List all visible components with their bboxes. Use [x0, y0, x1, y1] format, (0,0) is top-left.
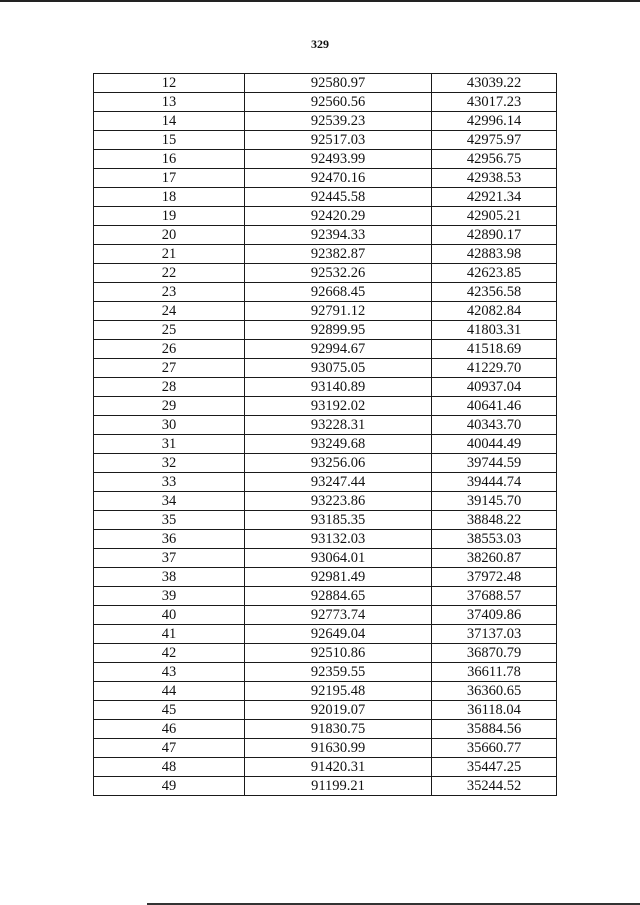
y-coordinate-cell: 42356.58 [432, 283, 557, 302]
table-row [94, 321, 557, 340]
table-row [94, 663, 557, 682]
table-row [94, 720, 557, 739]
x-coordinate-cell: 92773.74 [245, 606, 432, 625]
x-coordinate-cell: 92539.23 [245, 112, 432, 131]
point-number-cell: 39 [94, 587, 245, 606]
point-number-cell: 21 [94, 245, 245, 264]
x-coordinate-cell: 93192.02 [245, 397, 432, 416]
y-coordinate-cell: 42956.75 [432, 150, 557, 169]
x-coordinate-cell: 93132.03 [245, 530, 432, 549]
y-coordinate-cell: 39145.70 [432, 492, 557, 511]
point-number-cell: 41 [94, 625, 245, 644]
x-coordinate-cell: 93075.05 [245, 359, 432, 378]
x-coordinate-cell: 92517.03 [245, 131, 432, 150]
y-coordinate-cell: 35884.56 [432, 720, 557, 739]
y-coordinate-cell: 40343.70 [432, 416, 557, 435]
x-coordinate-cell: 91420.31 [245, 758, 432, 777]
x-coordinate-cell: 92470.16 [245, 169, 432, 188]
point-number-cell: 34 [94, 492, 245, 511]
x-coordinate-cell: 92532.26 [245, 264, 432, 283]
y-coordinate-cell: 38848.22 [432, 511, 557, 530]
x-coordinate-cell: 92382.87 [245, 245, 432, 264]
coordinates-table [93, 73, 557, 796]
x-coordinate-cell: 92510.86 [245, 644, 432, 663]
table-row [94, 511, 557, 530]
point-number-cell: 38 [94, 568, 245, 587]
point-number-cell: 49 [94, 777, 245, 796]
table-row [94, 549, 557, 568]
y-coordinate-cell: 40044.49 [432, 435, 557, 454]
y-coordinate-cell: 41229.70 [432, 359, 557, 378]
x-coordinate-cell: 92899.95 [245, 321, 432, 340]
table-row [94, 701, 557, 720]
x-coordinate-cell: 92445.58 [245, 188, 432, 207]
y-coordinate-cell: 40937.04 [432, 378, 557, 397]
y-coordinate-cell: 39744.59 [432, 454, 557, 473]
table-row [94, 302, 557, 321]
table-row [94, 587, 557, 606]
table-row [94, 397, 557, 416]
table-row [94, 74, 557, 93]
table-row [94, 169, 557, 188]
y-coordinate-cell: 37409.86 [432, 606, 557, 625]
y-coordinate-cell: 36870.79 [432, 644, 557, 663]
y-coordinate-cell: 36118.04 [432, 701, 557, 720]
point-number-cell: 27 [94, 359, 245, 378]
point-number-cell: 15 [94, 131, 245, 150]
table-row [94, 378, 557, 397]
y-coordinate-cell: 37688.57 [432, 587, 557, 606]
point-number-cell: 17 [94, 169, 245, 188]
y-coordinate-cell: 35660.77 [432, 739, 557, 758]
x-coordinate-cell: 92994.67 [245, 340, 432, 359]
table-row [94, 283, 557, 302]
x-coordinate-cell: 92791.12 [245, 302, 432, 321]
table-row [94, 625, 557, 644]
table-row [94, 188, 557, 207]
y-coordinate-cell: 35244.52 [432, 777, 557, 796]
x-coordinate-cell: 93256.06 [245, 454, 432, 473]
x-coordinate-cell: 91830.75 [245, 720, 432, 739]
page-number: 329 [311, 37, 329, 51]
table-row [94, 454, 557, 473]
coordinates-table-body [94, 74, 557, 796]
y-coordinate-cell: 37137.03 [432, 625, 557, 644]
table-row [94, 359, 557, 378]
table-row [94, 131, 557, 150]
point-number-cell: 44 [94, 682, 245, 701]
x-coordinate-cell: 91630.99 [245, 739, 432, 758]
y-coordinate-cell: 42883.98 [432, 245, 557, 264]
x-coordinate-cell: 92359.55 [245, 663, 432, 682]
x-coordinate-cell: 93185.35 [245, 511, 432, 530]
point-number-cell: 29 [94, 397, 245, 416]
table-row [94, 226, 557, 245]
point-number-cell: 14 [94, 112, 245, 131]
x-coordinate-cell: 93064.01 [245, 549, 432, 568]
point-number-cell: 47 [94, 739, 245, 758]
x-coordinate-cell: 93247.44 [245, 473, 432, 492]
point-number-cell: 48 [94, 758, 245, 777]
point-number-cell: 43 [94, 663, 245, 682]
point-number-cell: 24 [94, 302, 245, 321]
point-number-cell: 36 [94, 530, 245, 549]
table-row [94, 644, 557, 663]
y-coordinate-cell: 38553.03 [432, 530, 557, 549]
top-rule [0, 0, 640, 2]
y-coordinate-cell: 42623.85 [432, 264, 557, 283]
point-number-cell: 19 [94, 207, 245, 226]
table-row [94, 739, 557, 758]
point-number-cell: 26 [94, 340, 245, 359]
x-coordinate-cell: 92981.49 [245, 568, 432, 587]
point-number-cell: 13 [94, 93, 245, 112]
y-coordinate-cell: 35447.25 [432, 758, 557, 777]
x-coordinate-cell: 93140.89 [245, 378, 432, 397]
x-coordinate-cell: 92195.48 [245, 682, 432, 701]
table-row [94, 207, 557, 226]
y-coordinate-cell: 42082.84 [432, 302, 557, 321]
point-number-cell: 35 [94, 511, 245, 530]
point-number-cell: 22 [94, 264, 245, 283]
table-row [94, 758, 557, 777]
point-number-cell: 12 [94, 74, 245, 93]
x-coordinate-cell: 92580.97 [245, 74, 432, 93]
y-coordinate-cell: 37972.48 [432, 568, 557, 587]
table-row [94, 264, 557, 283]
x-coordinate-cell: 92394.33 [245, 226, 432, 245]
point-number-cell: 45 [94, 701, 245, 720]
y-coordinate-cell: 39444.74 [432, 473, 557, 492]
x-coordinate-cell: 91199.21 [245, 777, 432, 796]
table-row [94, 112, 557, 131]
point-number-cell: 42 [94, 644, 245, 663]
point-number-cell: 23 [94, 283, 245, 302]
table-row [94, 416, 557, 435]
table-row [94, 682, 557, 701]
point-number-cell: 46 [94, 720, 245, 739]
y-coordinate-cell: 43039.22 [432, 74, 557, 93]
table-row [94, 435, 557, 454]
table-row [94, 340, 557, 359]
table-row [94, 568, 557, 587]
x-coordinate-cell: 92019.07 [245, 701, 432, 720]
point-number-cell: 33 [94, 473, 245, 492]
y-coordinate-cell: 42890.17 [432, 226, 557, 245]
table-row [94, 473, 557, 492]
x-coordinate-cell: 93249.68 [245, 435, 432, 454]
point-number-cell: 31 [94, 435, 245, 454]
x-coordinate-cell: 92493.99 [245, 150, 432, 169]
point-number-cell: 18 [94, 188, 245, 207]
x-coordinate-cell: 92668.45 [245, 283, 432, 302]
y-coordinate-cell: 40641.46 [432, 397, 557, 416]
point-number-cell: 16 [94, 150, 245, 169]
x-coordinate-cell: 93223.86 [245, 492, 432, 511]
table-row [94, 530, 557, 549]
table-row [94, 606, 557, 625]
y-coordinate-cell: 42996.14 [432, 112, 557, 131]
x-coordinate-cell: 92420.29 [245, 207, 432, 226]
x-coordinate-cell: 92649.04 [245, 625, 432, 644]
point-number-cell: 40 [94, 606, 245, 625]
x-coordinate-cell: 93228.31 [245, 416, 432, 435]
table-row [94, 492, 557, 511]
point-number-cell: 28 [94, 378, 245, 397]
x-coordinate-cell: 92884.65 [245, 587, 432, 606]
point-number-cell: 30 [94, 416, 245, 435]
y-coordinate-cell: 41518.69 [432, 340, 557, 359]
x-coordinate-cell: 92560.56 [245, 93, 432, 112]
point-number-cell: 20 [94, 226, 245, 245]
y-coordinate-cell: 42975.97 [432, 131, 557, 150]
point-number-cell: 37 [94, 549, 245, 568]
table-row [94, 777, 557, 796]
y-coordinate-cell: 42938.53 [432, 169, 557, 188]
y-coordinate-cell: 36360.65 [432, 682, 557, 701]
y-coordinate-cell: 38260.87 [432, 549, 557, 568]
table-row [94, 93, 557, 112]
y-coordinate-cell: 42905.21 [432, 207, 557, 226]
point-number-cell: 25 [94, 321, 245, 340]
point-number-cell: 32 [94, 454, 245, 473]
table-row [94, 150, 557, 169]
table-row [94, 245, 557, 264]
y-coordinate-cell: 43017.23 [432, 93, 557, 112]
y-coordinate-cell: 42921.34 [432, 188, 557, 207]
y-coordinate-cell: 36611.78 [432, 663, 557, 682]
y-coordinate-cell: 41803.31 [432, 321, 557, 340]
